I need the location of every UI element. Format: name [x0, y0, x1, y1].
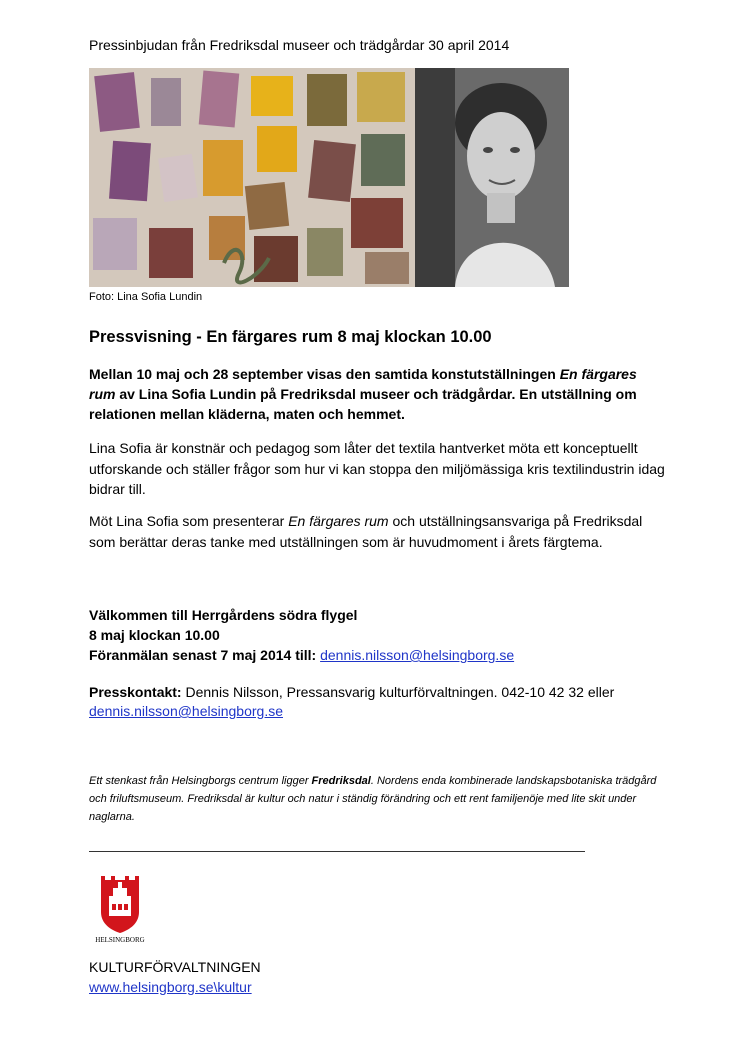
- lead-paragraph: Mellan 10 maj och 28 september visas den samtida konstutställningen En färgares rum av Lina Sofia Lundin på Fredriksdal museer och trädgårdar. En utställning om relationen mellan kläderna, maten och hemmet.: [89, 366, 637, 422]
- contact-email-link[interactable]: dennis.nilsson@helsingborg.se: [89, 703, 283, 719]
- event-location: Välkommen till Herrgårdens södra flygel: [89, 607, 358, 623]
- event-details: [89, 605, 514, 665]
- registration-line: Föranmälan senast 7 maj 2014 till: dennis.nilsson@helsingborg.se: [89, 647, 515, 663]
- portrait-photo: [415, 68, 569, 287]
- press-contact: Presskontakt: Dennis Nilsson, Pressansvarig kulturförvaltningen. 042-10 42 32 eller dennis.nilsson@helsingborg.se: [89, 684, 615, 719]
- body-paragraph-1: Lina Sofia är konstnär och pedagog som låter det textila hantverket möta ett konceptuellt utforskande och ställer frågor som hur vi kan stoppa den miljömässiga kris textilindustrin idag bidrar till.: [89, 440, 665, 497]
- about-fredriksdal: Ett stenkast från Helsingborgs centrum ligger Fredriksdal. Nordens enda kombinerade landskapsbotaniska trädgård och friluftsmuseum. Fredriksdal är kultur och natur i ständig förändring och ett rent familjenöje med lite skit under naglarna.: [89, 775, 657, 823]
- event-time: 8 maj klockan 10.00: [89, 627, 220, 643]
- textile-swatches-photo: [89, 68, 415, 287]
- press-title: Pressvisning - En färgares rum 8 maj klockan 10.00: [89, 328, 492, 346]
- website-link[interactable]: www.helsingborg.se\kultur: [89, 979, 252, 995]
- photo-caption: Foto: Lina Sofia Lundin: [89, 291, 203, 303]
- logo-text: HELSINGBORG: [95, 936, 145, 944]
- document-header: Pressinbjudan från Fredriksdal museer och trädgårdar 30 april 2014: [89, 37, 510, 53]
- body-paragraph-2: Möt Lina Sofia som presenterar En färgares rum och utställningsansvariga på Fredriksdal som berättar deras tanke med utställningen som är huvudmoment i årets färgtema.: [89, 513, 643, 550]
- department-name: KULTURFÖRVALTNINGEN: [89, 959, 261, 975]
- helsingborg-logo: [89, 872, 151, 944]
- divider-line: [89, 851, 585, 852]
- registration-email-link[interactable]: dennis.nilsson@helsingborg.se: [320, 647, 515, 663]
